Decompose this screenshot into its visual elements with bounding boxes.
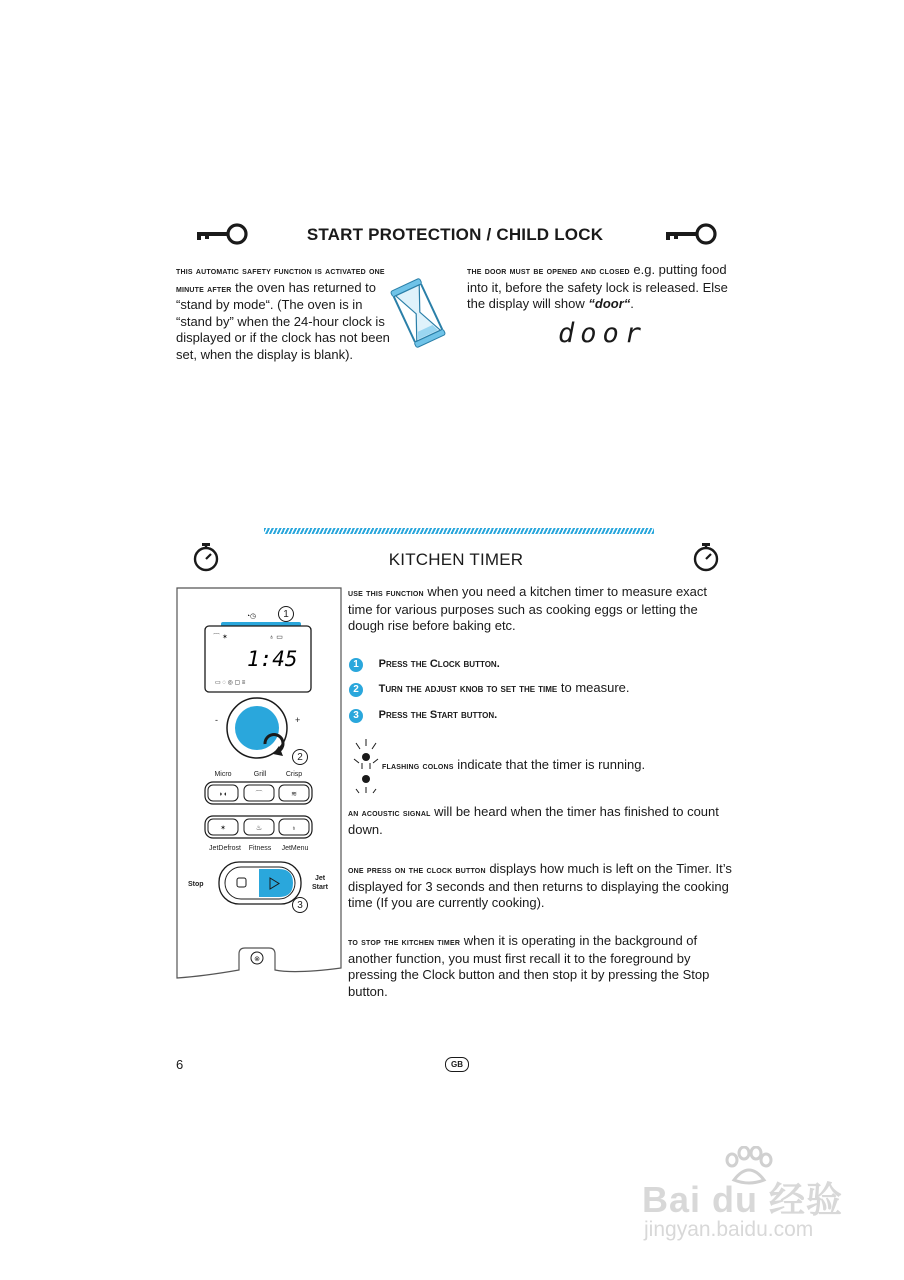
child-lock-right-text: the door must be opened and closed e.g. putting food into it, before the safety lock is released. Else the display will show “door“. xyxy=(467,262,728,311)
control-panel-illustration xyxy=(175,586,345,987)
kitchen-timer-title: KITCHEN TIMER xyxy=(388,550,524,569)
svg-text:Jet: Jet xyxy=(314,875,326,882)
key-icon-right xyxy=(664,221,720,252)
svg-text:Grill: Grill xyxy=(253,771,267,778)
child-lock-left-text: this automatic safety function is activated one minute after the oven has returned to “stand by mode“. (The oven is in “stand by” when the 24-hour clock is displayed or if the clock has not been set, when the display is blank). xyxy=(176,265,390,362)
svg-text:⌒ ✶: ⌒ ✶ xyxy=(213,634,228,641)
svg-text:Micro: Micro xyxy=(214,771,232,778)
stop-timer-text: to stop the kitchen timer when it is operating in the background of another function, you must first recall it to the foreground by pressing the Clock button and then stop it by pressing the Stop button. xyxy=(348,933,710,999)
watermark-brand: Bai du 经验 xyxy=(642,1179,844,1220)
stopwatch-icon-left xyxy=(192,542,220,577)
flashing-colon-icon xyxy=(350,735,382,802)
acoustic-signal-text: an acoustic signal will be heard when the timer has finished to count down. xyxy=(348,804,719,837)
svg-text:3: 3 xyxy=(297,900,303,911)
svg-text:♁ ▭: ♁ ▭ xyxy=(269,634,283,641)
step-3: 3 Press the Start button. xyxy=(349,706,497,723)
svg-text:▭ ◌ ◎ ▢ ≡: ▭ ◌ ◎ ▢ ≡ xyxy=(215,680,246,686)
svg-text:Fitness: Fitness xyxy=(248,845,272,852)
hourglass-icon xyxy=(386,276,450,355)
stopwatch-icon-right xyxy=(692,542,720,577)
svg-text:2: 2 xyxy=(297,752,303,763)
language-badge: GB xyxy=(445,1057,469,1072)
svg-text:✶: ✶ xyxy=(220,825,226,832)
section-divider xyxy=(264,528,654,534)
child-lock-title: START PROTECTION / CHILD LOCK xyxy=(306,225,604,244)
flashing-colons-text: flashing colons indicate that the timer is running. xyxy=(382,757,646,772)
svg-text:Start: Start xyxy=(312,884,328,891)
page-number: 6 xyxy=(176,1057,184,1072)
svg-text:⊗: ⊗ xyxy=(254,956,260,963)
svg-text:-: - xyxy=(215,715,218,725)
svg-text:◗◖: ◗◖ xyxy=(218,791,228,798)
clock-press-text: one press on the clock button displays how much is left on the Timer. It’s displayed for 3 seconds and then returns to displaying the cooking time (If you are currently cooking). xyxy=(348,861,732,910)
step-1: 1 Press the Clock button. xyxy=(349,655,500,672)
svg-text:1: 1 xyxy=(283,609,289,620)
svg-text:⌒: ⌒ xyxy=(255,791,263,798)
svg-text:Stop: Stop xyxy=(188,881,204,888)
svg-text:JetDefrost: JetDefrost xyxy=(209,845,241,852)
watermark-url: jingyan.baidu.com xyxy=(644,1218,814,1241)
svg-text:Crisp: Crisp xyxy=(285,771,303,778)
door-display: door xyxy=(558,318,648,349)
timer-intro: use this function when you need a kitchen timer to measure exact time for various purposes such as cooking eggs or letting the dough rise before baking etc. xyxy=(348,584,708,633)
svg-text:♨: ♨ xyxy=(255,825,263,832)
display-time: 1:45 xyxy=(247,647,298,671)
svg-text:◔◷: ◔◷ xyxy=(245,613,257,620)
step-2: 2 Turn the adjust knob to set the time to measure. xyxy=(349,680,630,697)
key-icon-left xyxy=(195,221,251,252)
svg-text:♁: ♁ xyxy=(291,825,297,832)
svg-text:≋: ≋ xyxy=(291,791,297,798)
svg-text:JetMenu: JetMenu xyxy=(281,845,309,852)
svg-text:+: + xyxy=(295,715,301,725)
